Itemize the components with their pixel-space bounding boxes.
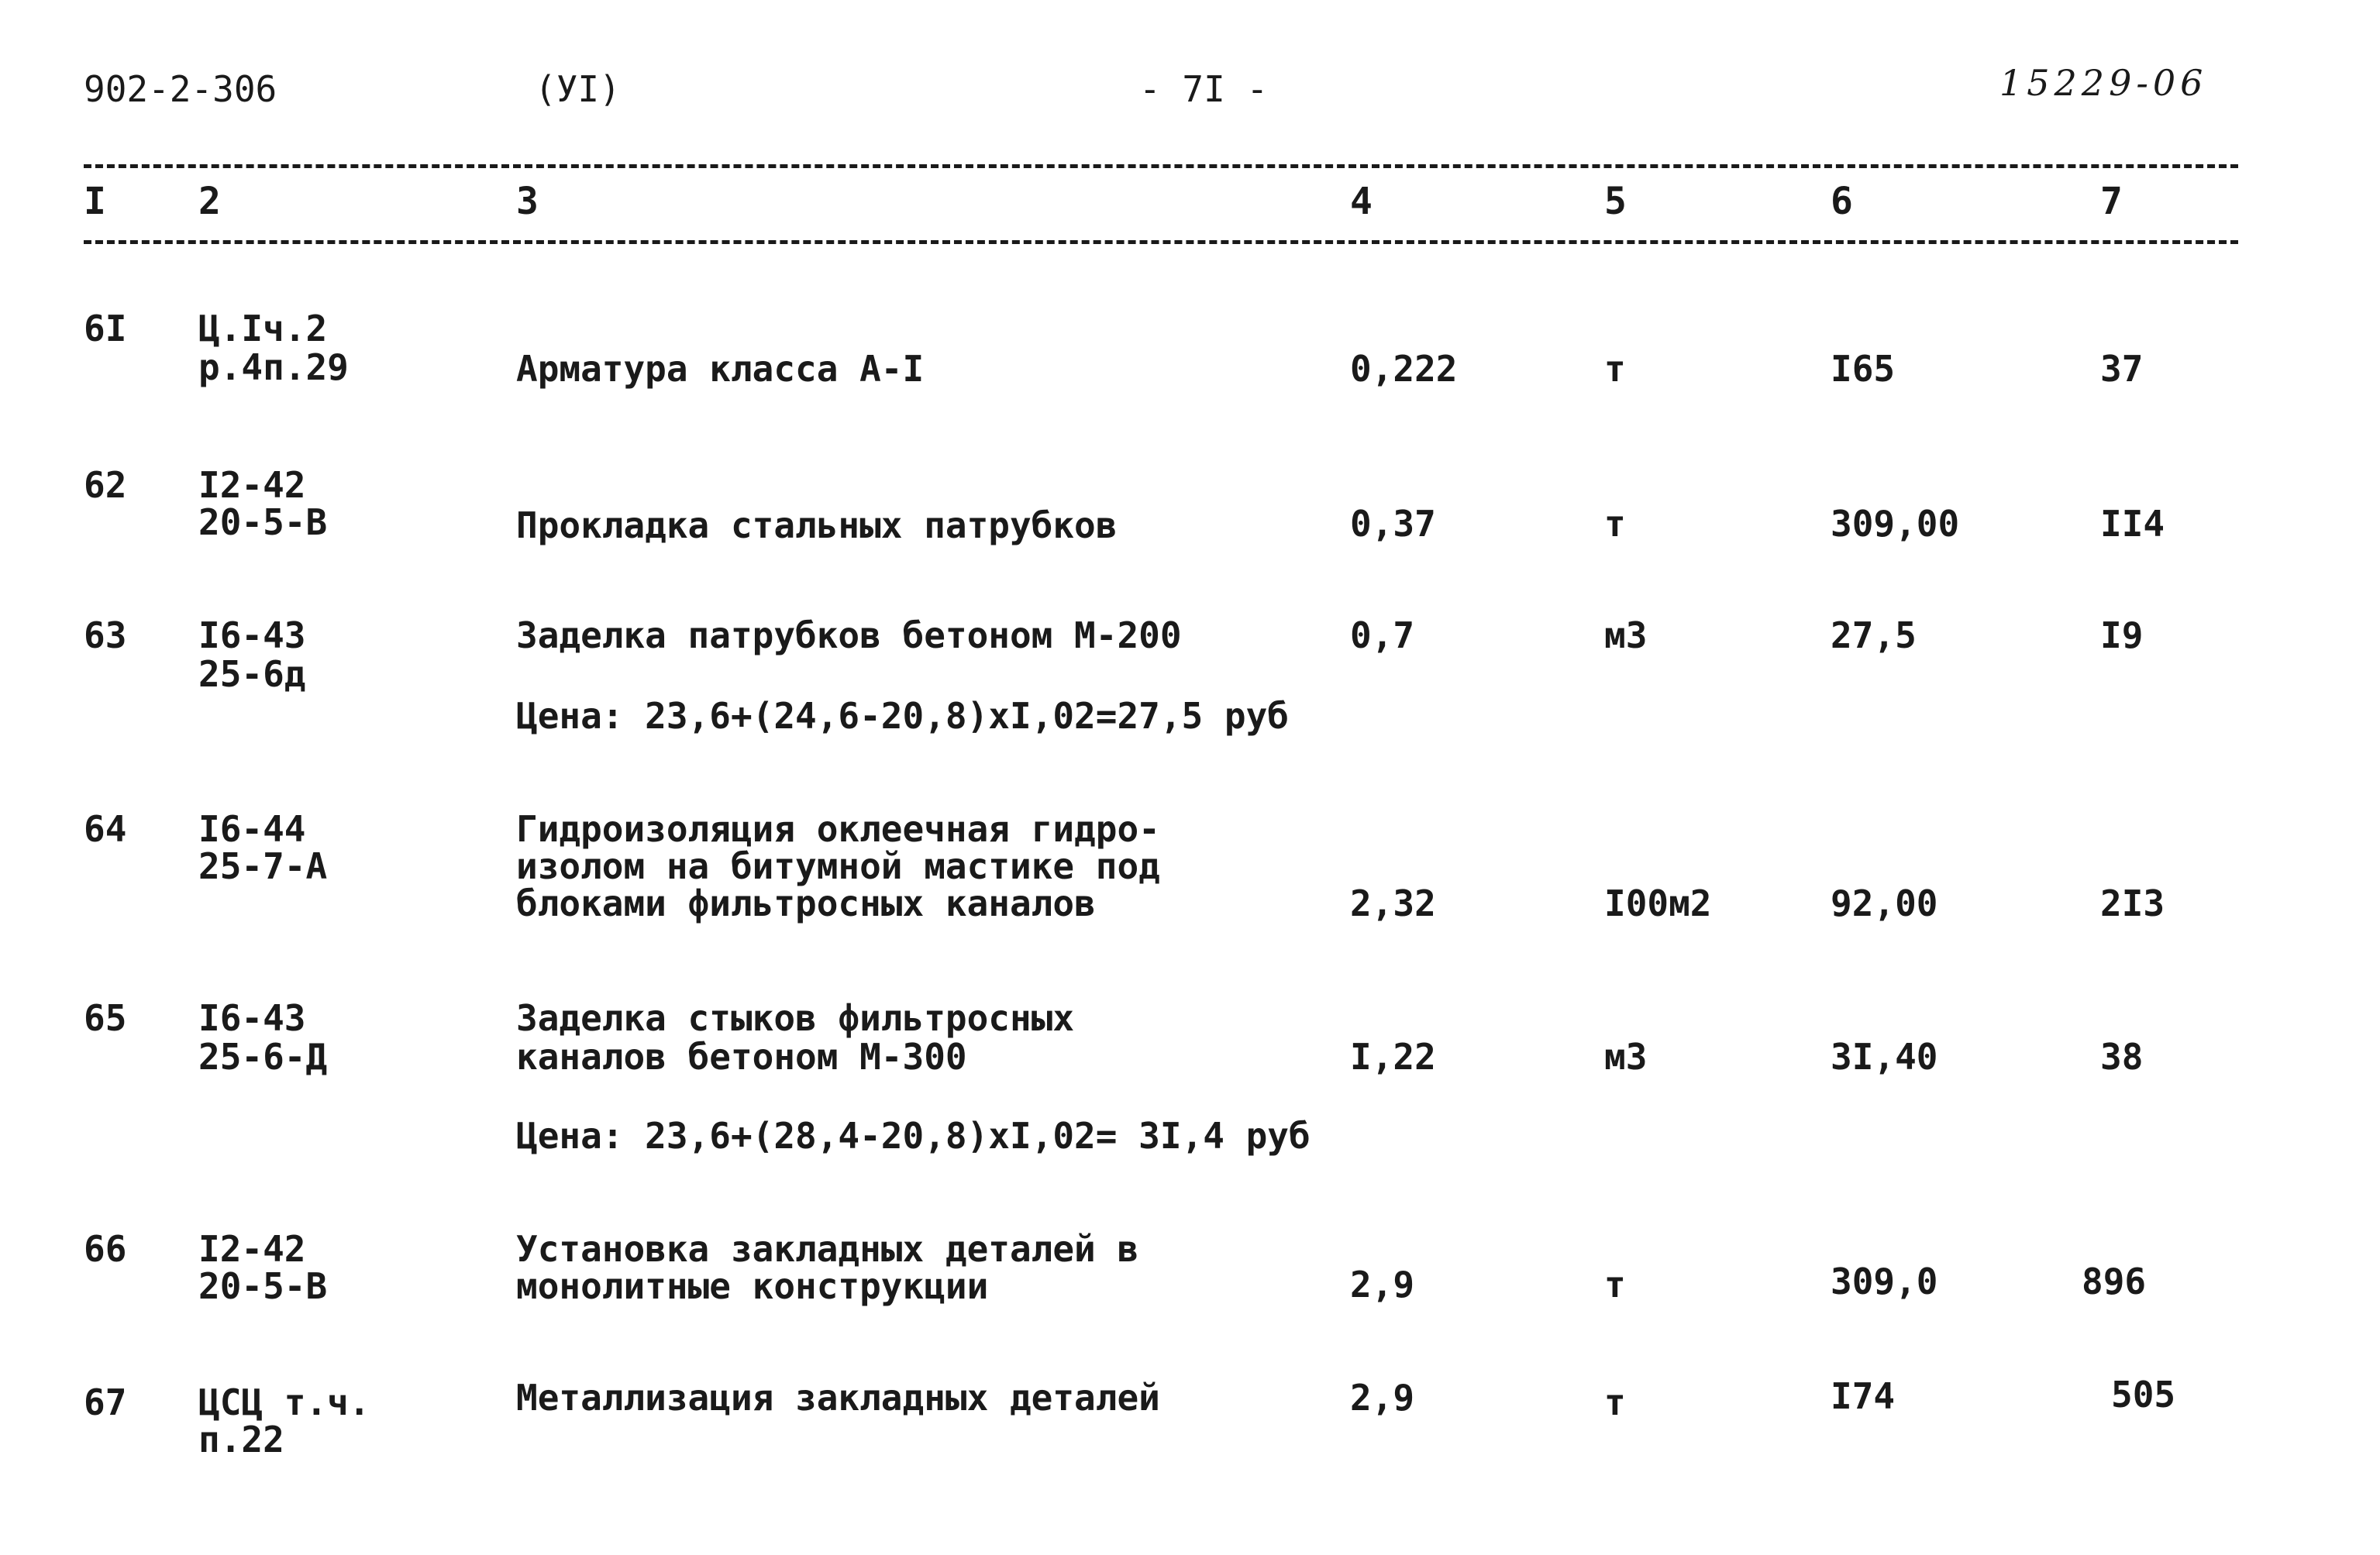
row-code-line1: Ц.Iч.2 (198, 308, 328, 349)
row-price-note: Цена: 23,6+(24,6-20,8)xI,02=27,5 руб (516, 695, 1289, 737)
row-code-line2: 25-6д (198, 653, 306, 695)
row-description: Прокладка стальных патрубков (516, 504, 1118, 546)
column-number-4: 4 (1350, 180, 1373, 223)
row-number: 6I (84, 308, 127, 349)
row-unit-price: 27,5 (1831, 614, 1917, 656)
row-unit-price: 309,00 (1831, 503, 1960, 545)
row-unit-price: 92,00 (1831, 882, 1938, 924)
row-quantity: 2,32 (1350, 882, 1436, 924)
row-quantity: I,22 (1350, 1036, 1436, 1078)
row-unit: м3 (1604, 1036, 1648, 1078)
row-total: 2I3 (2100, 882, 2165, 924)
row-code-line1: I2-42 (198, 1228, 306, 1270)
row-total: 505 (2111, 1374, 2176, 1416)
row-code-line1: I6-44 (198, 808, 306, 850)
row-description-line1: Гидроизоляция оклеечная гидро- (516, 808, 1160, 850)
row-total: 38 (2100, 1036, 2144, 1078)
row-code-line1: I6-43 (198, 997, 306, 1039)
row-unit: м3 (1604, 614, 1648, 656)
row-description-line1: Установка закладных деталей в (516, 1228, 1139, 1270)
row-code-line2: 20-5-В (198, 501, 328, 543)
row-unit-price: I65 (1831, 348, 1896, 390)
doc-code: 902-2-306 (84, 68, 277, 110)
column-number-2: 2 (198, 180, 221, 223)
row-unit-price: 309,0 (1831, 1261, 1938, 1302)
row-code-line2: п.22 (198, 1419, 284, 1460)
row-quantity: 0,222 (1350, 348, 1458, 390)
column-number-1: I (84, 180, 106, 223)
archive-stamp: 15229-06 (1999, 62, 2208, 104)
row-unit-price: I74 (1831, 1375, 1896, 1417)
row-description: Заделка патрубков бетоном М-200 (516, 614, 1182, 656)
row-description: Арматура класса А-I (516, 348, 925, 390)
row-number: 67 (84, 1381, 127, 1423)
row-number: 63 (84, 614, 127, 656)
row-price-note: Цена: 23,6+(28,4-20,8)xI,02= 3I,4 руб (516, 1115, 1311, 1157)
row-quantity: 2,9 (1350, 1377, 1415, 1419)
row-code-line2: 25-6-Д (198, 1036, 328, 1078)
column-number-5: 5 (1604, 180, 1627, 223)
row-total: 37 (2100, 348, 2144, 390)
row-code-line2: 20-5-В (198, 1265, 328, 1307)
row-quantity: 0,7 (1350, 614, 1415, 656)
page-number: - 7I - (1139, 68, 1269, 110)
row-unit: т (1604, 503, 1626, 545)
column-number-7: 7 (2100, 180, 2123, 223)
row-number: 65 (84, 997, 127, 1039)
row-total: I9 (2100, 614, 2144, 656)
row-code-line2: 25-7-А (198, 845, 328, 887)
row-description-line2: монолитные конструкции (516, 1265, 989, 1307)
row-code-line1: I2-42 (198, 464, 306, 506)
row-unit: т (1604, 348, 1626, 390)
row-total: II4 (2100, 503, 2165, 545)
row-total: 896 (2082, 1261, 2147, 1302)
row-number: 64 (84, 808, 127, 850)
row-code-line1: I6-43 (198, 614, 306, 656)
row-description-line1: Заделка стыков фильтросных (516, 997, 1075, 1039)
section-label: (УI) (535, 68, 621, 110)
row-code-line1: ЦСЦ т.ч. (198, 1381, 370, 1423)
row-description-line2: изолом на битумной мастике под (516, 845, 1160, 887)
column-number-3: 3 (516, 180, 539, 223)
column-number-6: 6 (1831, 180, 1853, 223)
row-description-line2: каналов бетоном М-300 (516, 1036, 967, 1078)
table-header-rule (84, 240, 2238, 244)
row-number: 62 (84, 464, 127, 506)
row-quantity: 2,9 (1350, 1264, 1415, 1306)
row-unit: т (1604, 1264, 1626, 1306)
row-quantity: 0,37 (1350, 503, 1436, 545)
row-number: 66 (84, 1228, 127, 1270)
row-unit: I00м2 (1604, 882, 1712, 924)
row-description-line3: блоками фильтросных каналов (516, 882, 1096, 924)
table-top-rule (84, 164, 2238, 168)
row-description: Металлизация закладных деталей (516, 1377, 1160, 1419)
row-code-line2: р.4п.29 (198, 346, 349, 388)
row-unit-price: 3I,40 (1831, 1036, 1938, 1078)
row-unit: т (1604, 1381, 1626, 1423)
